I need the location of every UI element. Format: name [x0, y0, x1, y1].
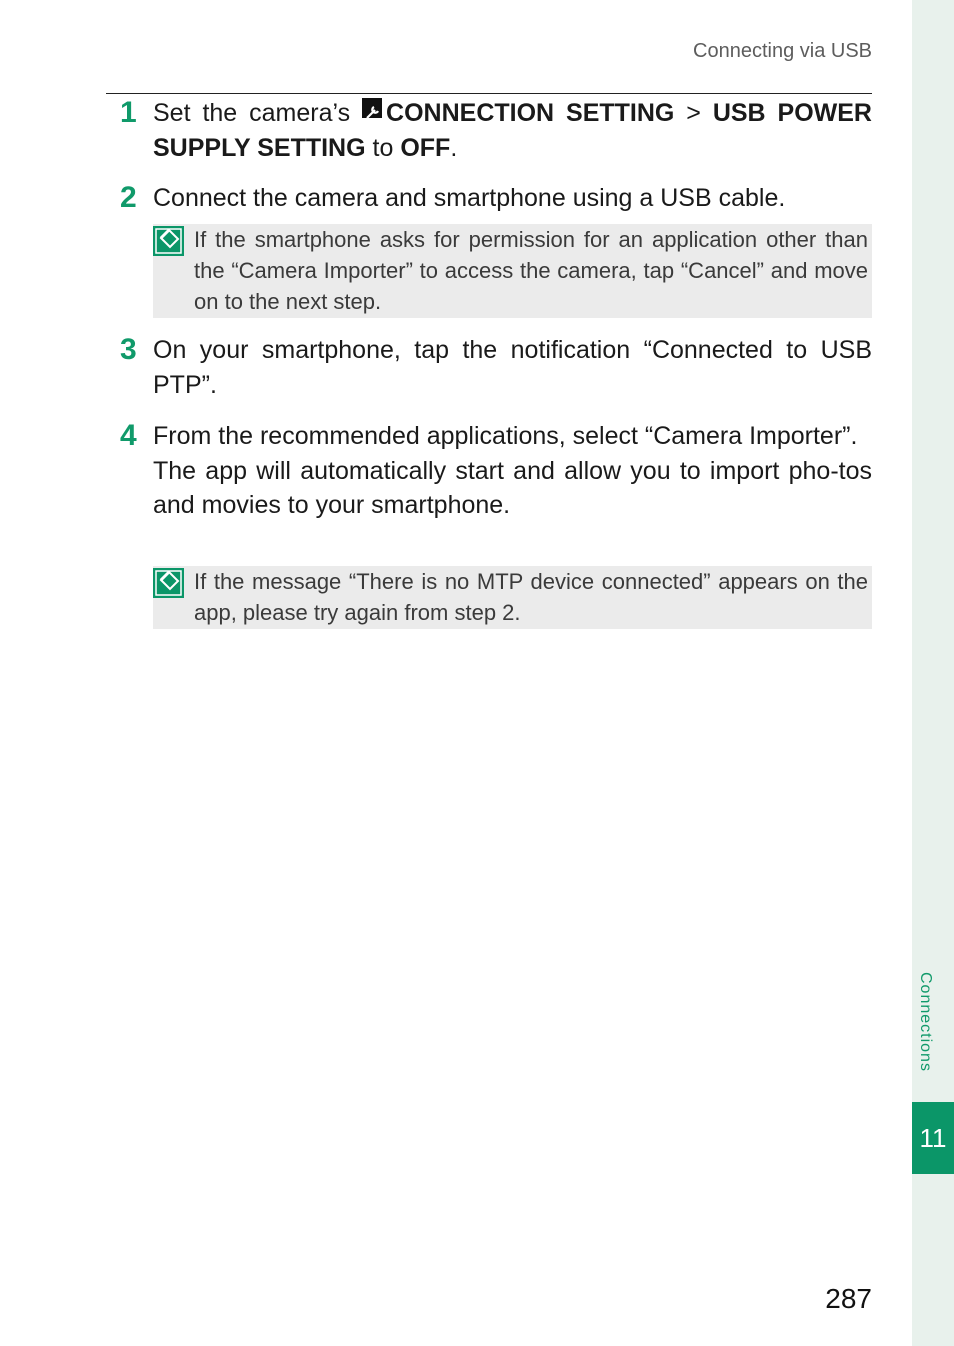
step-3: [106, 333, 872, 402]
note-box: [153, 224, 872, 318]
page-number: 287: [825, 1283, 872, 1314]
note-icon: [153, 226, 184, 256]
step-text: On your smartphone, tap the notification “Connected to USB PTP”.: [153, 336, 872, 399]
header-rule: [106, 93, 872, 94]
step-4: [106, 419, 872, 523]
step-text-part: Set the camera’s: [153, 99, 363, 127]
step-text: [153, 96, 872, 165]
menu-value-off: OFF: [400, 133, 451, 162]
menu-item-usb-power-supply: USB POWER SUPPLY SETTING: [153, 99, 872, 162]
step-text-part: to: [365, 133, 401, 162]
step-number: 3: [120, 333, 137, 366]
step-number: 1: [120, 96, 137, 129]
note-text: If the smartphone asks for permission for an application other than the “Camera Importer” to access the camera, tap “Cancel” and move on to the next step.: [194, 227, 868, 314]
wrench-setting-icon: [362, 98, 382, 118]
chapter-tab: 11: [912, 1102, 954, 1174]
section-label: Connections: [917, 972, 934, 1072]
step-1: [106, 96, 872, 165]
note-box: [153, 566, 872, 629]
step-2: [106, 181, 872, 216]
step-text-part: >: [674, 99, 713, 127]
menu-item-connection-setting: CONNECTION SETTING: [386, 99, 675, 127]
step-text-continued: The app will automatically start and allow you to import pho-tos and movies to your smartphone.: [153, 456, 872, 519]
step-text-part: .: [450, 133, 458, 162]
step-number: 4: [120, 419, 137, 452]
step-text: From the recommended applications, select “Camera Importer”.: [153, 422, 858, 450]
step-text: Connect the camera and smartphone using a USB cable.: [153, 184, 786, 212]
note-icon: [153, 568, 184, 598]
note-text: If the message “There is no MTP device connected” appears on the app, please try again from step 2.: [194, 569, 868, 625]
running-header: Connecting via USB: [693, 40, 872, 62]
step-number: 2: [120, 181, 137, 214]
